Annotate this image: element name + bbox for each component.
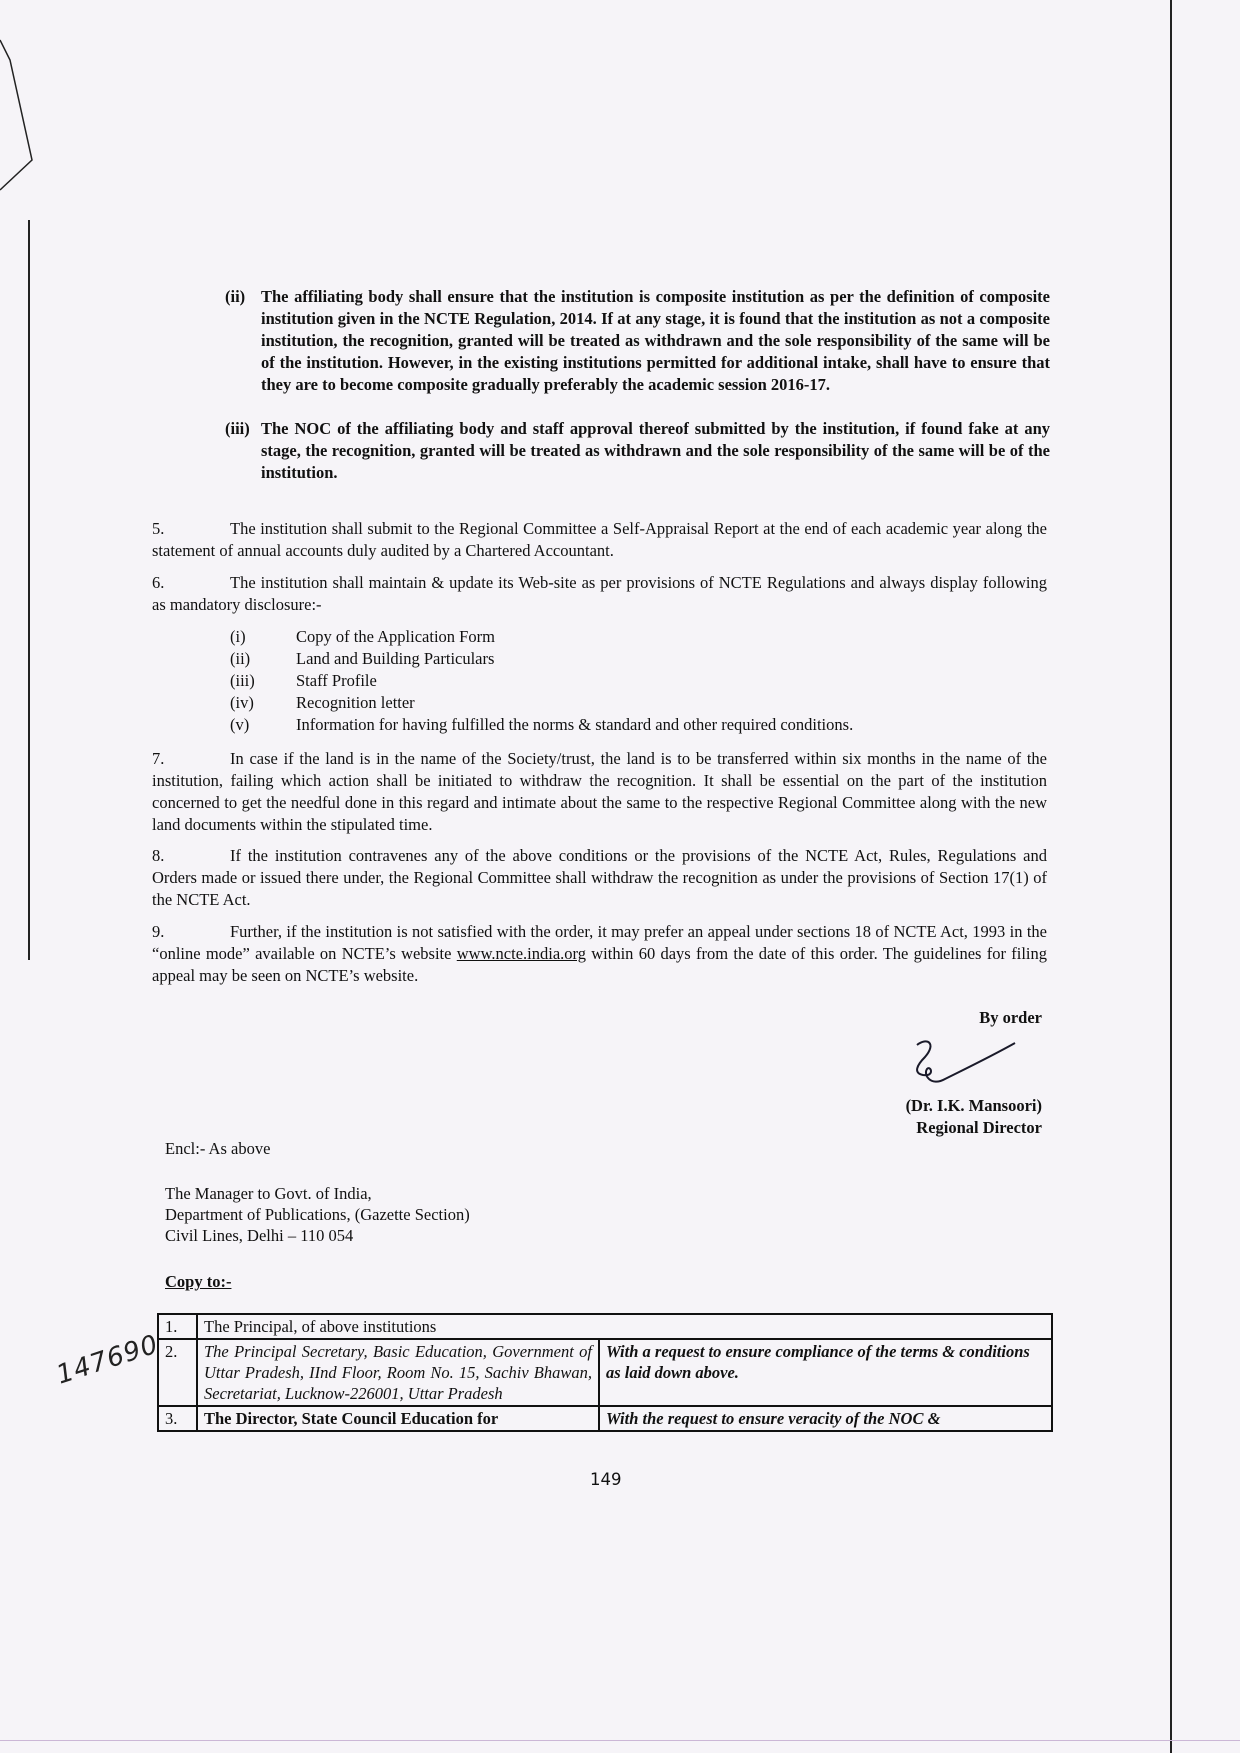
disclosure-text: Copy of the Application Form xyxy=(296,627,495,646)
copy-to-label: Copy to:- xyxy=(165,1272,232,1291)
scan-edge-bottom xyxy=(0,1740,1240,1741)
paragraph-9 xyxy=(152,921,1047,987)
handwritten-number: 147690 xyxy=(52,1329,163,1391)
paragraph-number: 6. xyxy=(152,573,165,592)
paragraph-text: The institution shall maintain & update its Web-site as per provisions of NCTE Regulations and always display following as mandatory disclosure:- xyxy=(152,573,1047,614)
paragraph-8 xyxy=(152,845,1047,911)
address-line: Civil Lines, Delhi – 110 054 xyxy=(165,1226,354,1245)
disclosure-text: Recognition letter xyxy=(296,693,415,712)
signatory-block xyxy=(860,1095,1042,1139)
disclosure-item xyxy=(230,671,377,691)
disclosure-text: Land and Building Particulars xyxy=(296,649,495,668)
recipient: The Principal Secretary, Basic Education, Government of Uttar Pradesh, IInd Floor, Room No. 15, Sachiv Bhawan, Secretariat, Lucknow-226001, Uttar Pradesh xyxy=(197,1339,599,1406)
paragraph-7 xyxy=(152,748,1047,836)
instruction-note: With a request to ensure compliance of the terms & conditions as laid down above. xyxy=(599,1339,1052,1406)
paragraph-6 xyxy=(152,572,1047,616)
page-number: 149 xyxy=(590,1470,622,1489)
scan-edge-left xyxy=(28,220,30,960)
paragraph-text: The institution shall submit to the Regional Committee a Self-Appraisal Report at the end of each academic year along the statement of annual accounts duly audited by a Chartered Accountant. xyxy=(152,519,1047,560)
serial-number: 3. xyxy=(158,1406,197,1431)
disclosure-text: Staff Profile xyxy=(296,671,377,690)
paragraph-text-before: Further, if the institution is not satisfied with the order, it may prefer an appeal under sections 18 of NCTE Act, 1993 in the “online mode” available on NCTE’s website xyxy=(152,922,1047,963)
signatory-name: (Dr. I.K. Mansoori) xyxy=(905,1096,1042,1115)
address-line: The Manager to Govt. of India, xyxy=(165,1184,372,1203)
clause-ii xyxy=(225,286,1050,396)
scan-edge-right xyxy=(1170,0,1172,1753)
clause-iii xyxy=(225,418,1050,484)
paragraph-number: 5. xyxy=(152,519,165,538)
paragraph-number: 8. xyxy=(152,846,165,865)
paragraph-number: 7. xyxy=(152,749,165,768)
serial-number: 1. xyxy=(158,1314,197,1339)
table-row xyxy=(158,1339,1052,1406)
disclosure-numeral: (i) xyxy=(230,627,246,646)
disclosure-item xyxy=(230,649,494,669)
disclosure-numeral: (v) xyxy=(230,715,250,734)
clause-text: The NOC of the affiliating body and staff approval thereof submitted by the institution, if found fake at any stage, the recognition, granted will be treated as withdrawn and the sole responsibility of the same will be of the institution. xyxy=(261,419,1050,482)
disclosure-text: Information for having fulfilled the norms & standard and other required conditions. xyxy=(296,715,854,734)
copy-to-table xyxy=(157,1313,1053,1432)
disclosure-numeral: (iv) xyxy=(230,693,254,712)
by-order-label: By order xyxy=(979,1008,1042,1027)
ncte-website-link[interactable]: www.ncte.india.org xyxy=(456,944,586,963)
address-line: Department of Publications, (Gazette Section) xyxy=(165,1205,470,1224)
instruction-note: With the request to ensure veracity of the NOC & xyxy=(599,1406,1052,1431)
clause-number: (iii) xyxy=(225,419,250,438)
serial-number: 2. xyxy=(158,1339,197,1406)
enclosure-note: Encl:- As above xyxy=(165,1139,271,1158)
clause-number: (ii) xyxy=(225,287,246,306)
paragraph-number: 9. xyxy=(152,922,165,941)
disclosure-numeral: (iii) xyxy=(230,671,255,690)
paragraph-text: In case if the land is in the name of the Society/trust, the land is to be transferred within six months in the name of the institution, failing which action shall be initiated to withdraw the recognition. It shall be essential on the part of the institution concerned to get the needful done in this regard and intimate about the same to the respective Regional Committee along with the new land documents within the stipulated time. xyxy=(152,749,1047,834)
signatory-title: Regional Director xyxy=(916,1118,1042,1137)
disclosure-item xyxy=(230,715,853,735)
table-row xyxy=(158,1314,1052,1339)
paragraph-text-after: within 60 days from the date of this order. The guidelines for filing appeal may be seen on NCTE’s website. xyxy=(152,944,1047,985)
page-corner-fold xyxy=(0,0,80,200)
paragraph-text: If the institution contravenes any of the above conditions or the provisions of the NCTE Act, Rules, Regulations and Orders made or issued there under, the Regional Committee shall withdraw the recognition as under the provisions of Section 17(1) of the NCTE Act. xyxy=(152,846,1047,909)
recipient: The Director, State Council Education for xyxy=(197,1406,599,1431)
clause-text: The affiliating body shall ensure that the institution is composite institution as per the definition of composite institution given in the NCTE Regulation, 2014. If at any stage, it is found that the institution as not a composite institution, the recognition, granted will be treated as withdrawn and the sole responsibility of the same will be of the institution. However, in the existing institutions permitted for additional intake, shall have to ensure that they are to become composite gradually preferably the academic session 2016-17. xyxy=(261,287,1050,394)
disclosure-item xyxy=(230,627,495,647)
table-row xyxy=(158,1406,1052,1431)
disclosure-item xyxy=(230,693,415,713)
paragraph-5 xyxy=(152,518,1047,562)
signature-mark xyxy=(905,1035,1020,1095)
recipient-address xyxy=(165,1183,470,1246)
disclosure-numeral: (ii) xyxy=(230,649,251,668)
recipient: The Principal, of above institutions xyxy=(197,1314,1052,1339)
